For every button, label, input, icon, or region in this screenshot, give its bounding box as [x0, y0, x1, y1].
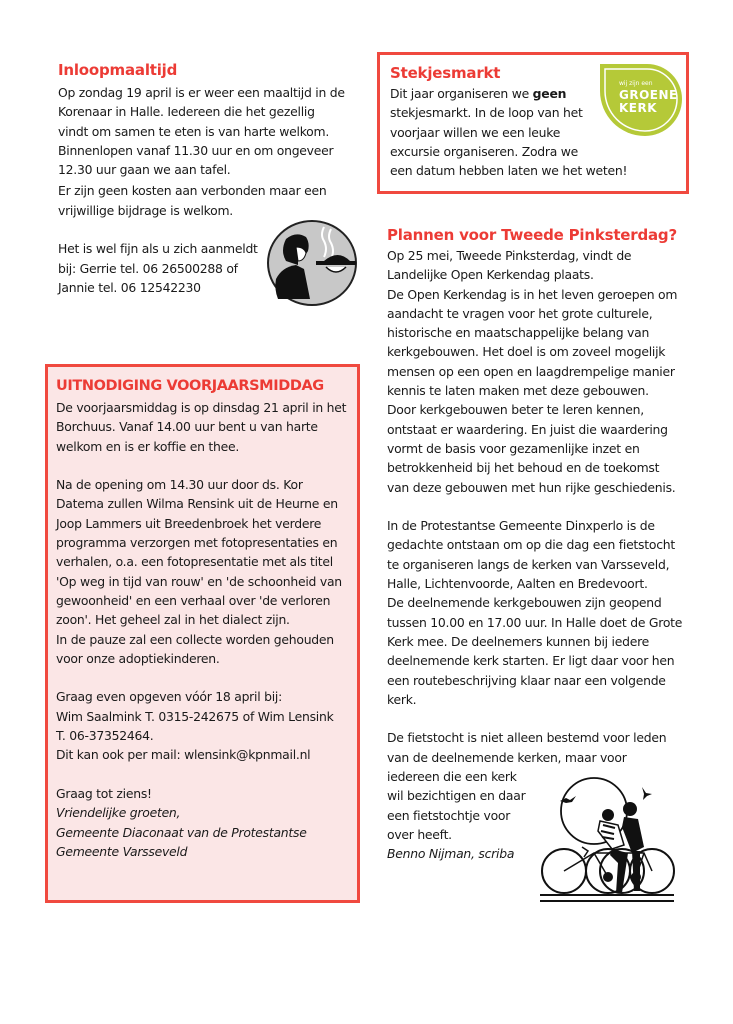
text-line: iedereen die een kerk — [387, 769, 517, 785]
text-line: kerk. — [387, 691, 417, 707]
text-line: 'Op weg in tijd van rouw' en 'de schoonheid van — [56, 573, 342, 589]
badge-line-groene: GROENE — [619, 88, 678, 102]
text-line: Kerk mee. De deelnemers kunnen bij iedere — [387, 633, 650, 649]
text-line: Binnenlopen vanaf 11.30 uur en om ongeveer — [58, 142, 334, 158]
text-line: programma verzorgen met fotopresentaties en — [56, 535, 338, 551]
text-line: aandacht te vragen voor het grote culturele, — [387, 305, 653, 321]
contact-line: Het is wel fijn als u zich aanmeldt — [58, 241, 258, 257]
text-line: gewoonheid' en een verhaal over 'de verloren — [56, 592, 331, 608]
signature-line: Gemeente Diaconaat van de Protestantse — [56, 824, 307, 840]
text-line: In de Protestantse Gemeente Dinxperlo is de — [387, 518, 655, 534]
text-line: historische en maatschappelijke belang van — [387, 325, 650, 341]
text-line: kerkgebouwen. Het doel is om zoveel mogelijk — [387, 344, 666, 360]
text-line: ontstaat er waardering. En juist die waardering — [387, 421, 668, 437]
text-line: tussen 10.00 en 17.00 uur. In Halle doet de Grote — [387, 614, 683, 630]
text-line: van de deelnemende kerken, maar voor — [387, 749, 627, 765]
uitnodiging-title: UITNODIGING VOORJAARSMIDDAG — [56, 378, 324, 394]
text-line: Joop Lammers uit Breedenbroek het verdere — [56, 515, 322, 531]
text-line: Datema zullen Wilma Rensink uit de Heurne en — [56, 496, 338, 512]
uitnodiging-box — [45, 364, 360, 903]
text-line: Op 25 mei, Tweede Pinksterdag, vindt de — [387, 248, 632, 263]
text-line: Landelijke Open Kerkendag plaats. — [387, 267, 594, 283]
text-line: 12.30 uur gaan we aan tafel. — [58, 162, 231, 178]
text-line: wil bezichtigen en daar — [387, 788, 526, 804]
emphasis-geen: geen — [532, 86, 567, 101]
text-line: De fietstocht is niet alleen bestemd voor leden — [387, 730, 667, 746]
text-line: een routebeschrijving klaar naar een volgende — [387, 672, 666, 688]
text-line: over heeft. — [387, 826, 452, 842]
text-line: vrijwillige bijdrage is welkom. — [58, 202, 233, 218]
pinksteren-title: Plannen voor Tweede Pinksterdag? — [387, 226, 677, 244]
contact-line: Jannie tel. 06 12542230 — [58, 279, 201, 295]
contact-line: bij: Gerrie tel. 06 26500288 of — [58, 260, 238, 276]
text-line: een datum hebben laten we het weten! — [390, 163, 628, 179]
badge-small-text: wij zijn een — [619, 80, 653, 87]
badge-line-kerk: KERK — [619, 101, 658, 115]
author-line: Benno Nijman, scriba — [387, 846, 515, 862]
text-line: T. 06-37352464. — [56, 728, 154, 744]
text-line: Wim Saalmink T. 0315-242675 of Wim Lensink — [56, 708, 334, 724]
text-line: vormt de basis voor gezamenlijke inzet en — [387, 440, 640, 456]
text-span: Dit jaar organiseren we — [390, 86, 533, 101]
text-line: excursie organiseren. Zodra we — [390, 143, 579, 159]
groene-kerk-badge — [597, 61, 685, 139]
text-line: Graag even opgeven vóór 18 april bij: — [56, 689, 283, 705]
text-line: kennis te laten maken met deze gebouwen. — [387, 383, 649, 399]
text-line: van deze gebouwen met hun rijke geschiedenis. — [387, 479, 676, 495]
text-line: vindt om samen te eten is van harte welkom. — [58, 123, 330, 139]
text-line: De Open Kerkendag is in het leven geroepen om — [387, 286, 678, 302]
text-line: verhalen, o.a. een fotopresentatie met als titel — [56, 554, 333, 570]
stekjesmarkt-box — [377, 52, 689, 194]
text-line: Na de opening om 14.30 uur door ds. Kor — [56, 477, 303, 493]
text-line: welkom en is er koffie en thee. — [56, 438, 240, 454]
email-line: Dit kan ook per mail: wlensink@kpnmail.nl — [56, 747, 311, 763]
text-line: De deelnemende kerkgebouwen zijn geopend — [387, 595, 662, 611]
text-line: Er zijn geen kosten aan verbonden maar een — [58, 183, 327, 199]
text-line: deelnemende kerk starten. Er ligt daar voor hen — [387, 653, 675, 669]
text-line: In de pauze zal een collecte worden gehouden — [56, 631, 334, 647]
pinksteren-section — [387, 225, 707, 864]
signature-line: Gemeente Varsseveld — [56, 843, 188, 859]
closing-line: Graag tot ziens! — [56, 785, 152, 801]
text-line — [390, 84, 627, 103]
text-line: gedachte ontstaan om op die dag een fietstocht — [387, 537, 675, 553]
text-line: Korenaar in Halle. Iedereen die het gezellig — [58, 104, 315, 120]
text-line: Halle, Lichtenvoorde, Aalten en Bredevoort. — [387, 576, 648, 592]
text-line: zoon'. Het geheel zal in het dialect zijn. — [56, 612, 290, 628]
text-line: te organiseren langs de kerken van Varsseveld, — [387, 556, 670, 572]
text-line: stekjesmarkt. In de loop van het — [390, 105, 583, 121]
inloopmaaltijd-title: Inloopmaaltijd — [58, 61, 178, 79]
text-line: betrokkenheid bij het behoud en de toekomst — [387, 460, 660, 476]
text-line: Borchuus. Vanaf 14.00 uur bent u van harte — [56, 419, 318, 435]
text-line: De voorjaarsmiddag is op dinsdag 21 april in het — [56, 400, 347, 415]
waiter-with-cloche-icon — [266, 219, 358, 307]
text-line: een fietstochtje voor — [387, 807, 511, 823]
stekjesmarkt-title: Stekjesmarkt — [390, 64, 501, 82]
tandem-bicycle-icon — [538, 773, 678, 907]
text-line: Door kerkgebouwen beter te leren kennen, — [387, 402, 644, 418]
text-line: voorjaar willen we een leuke — [390, 124, 561, 140]
text-line: voor onze adoptiekinderen. — [56, 650, 220, 666]
text-line: Op zondag 19 april is er weer een maaltijd in de — [58, 85, 345, 100]
text-line: mensen op een open en laagdrempelige manier — [387, 363, 675, 379]
signature-line: Vriendelijke groeten, — [56, 805, 181, 821]
